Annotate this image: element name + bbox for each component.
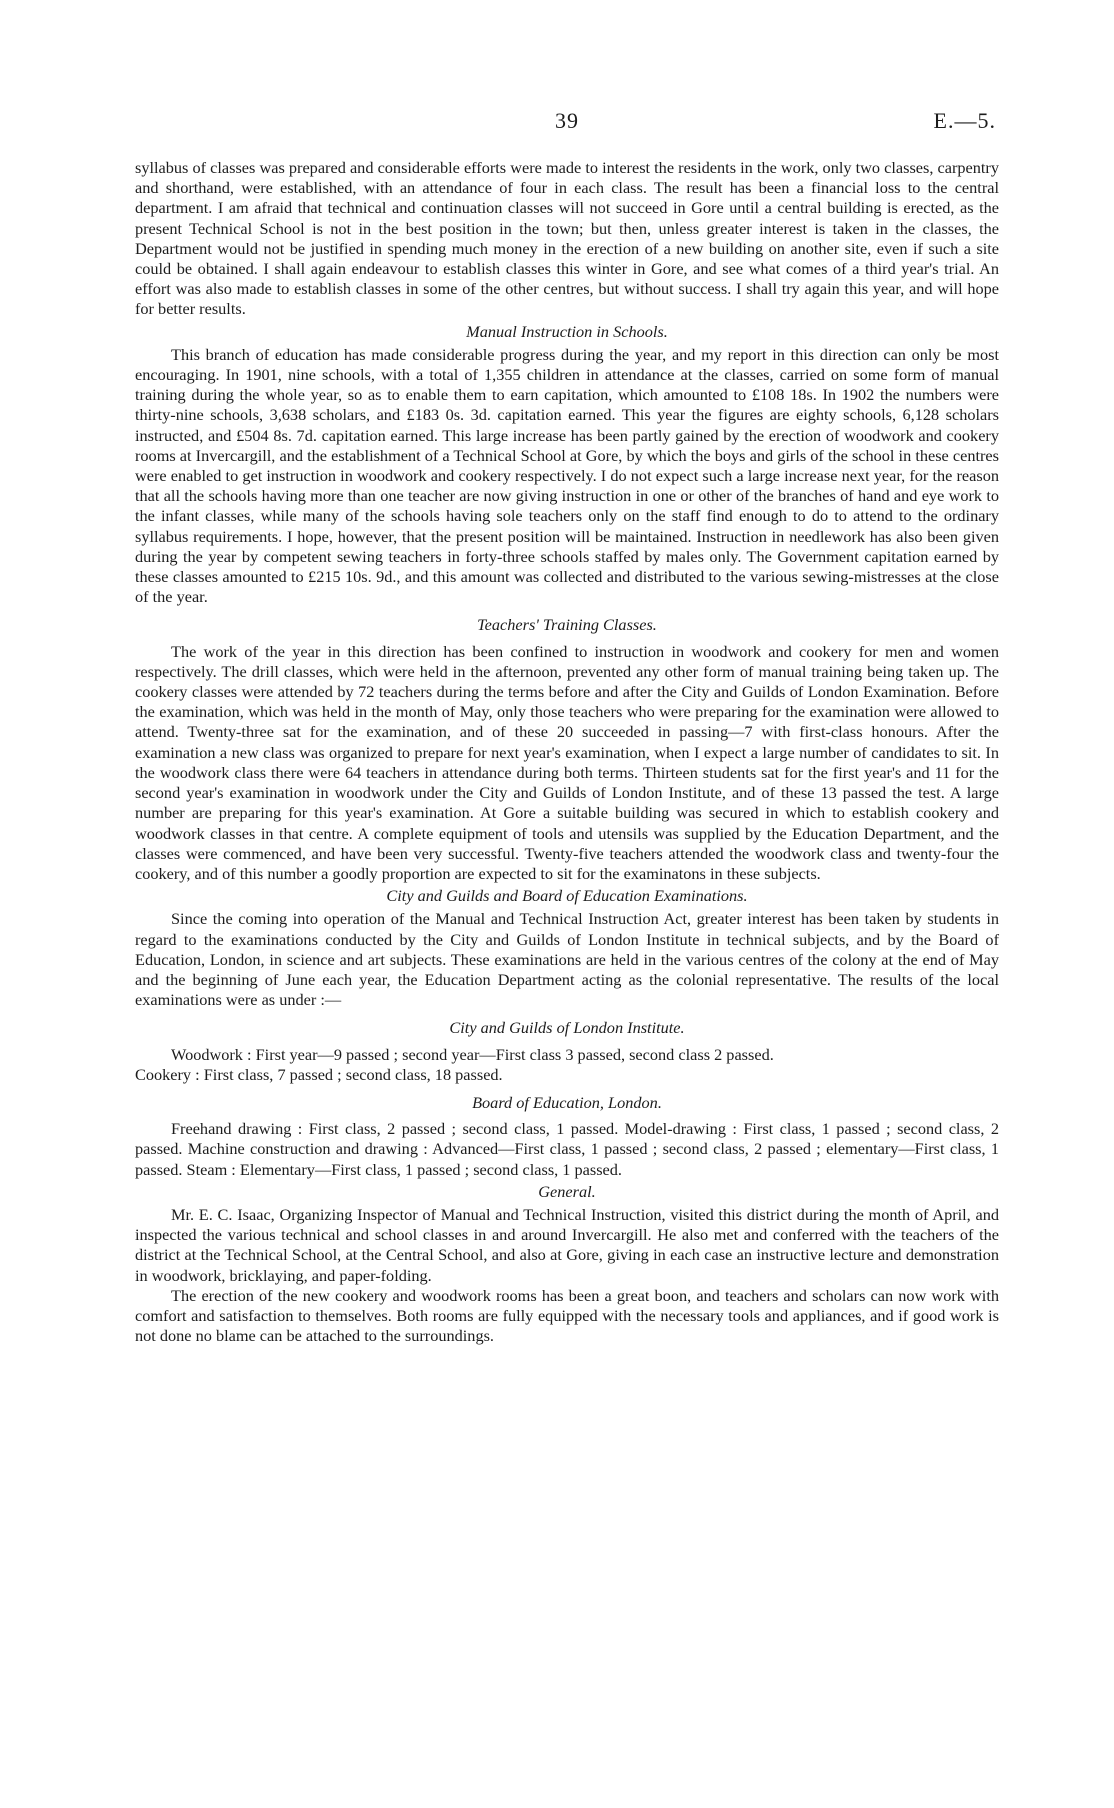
manual-instruction-paragraph: This branch of education has made considerable progress during the year, and my report in this direction can only be most encouraging. In 1901, nine schools, with a total of 1,355 children in attendance at the classes, carried on some form of manual training during the whole year, so as to enable them to earn capitation, which amounted to £108 18s. In 1902 the numbers were thirty-nine schools, 3,638 scholars, and £183 0s. 3d. capitation earned. This year the figures are eighty schools, 6,128 scholars instructed, and £504 8s. 7d. capitation earned. This large increase has been partly gained by the erection of woodwork and cookery rooms at Invercargill, and the establishment of a Technical School at Gore, by which the boys and girls of the school in these centres were enabled to get instruction in woodwork and cookery respectively. I do not expect such a large increase next year, for the reason that all the schools having more than one teacher are now giving instruction in one or other of the branches of hand and eye work to the infant classes, while many of the schools having sole teachers only on the staff find enough to do to attend to the ordinary syllabus requirements. I hope, however, that the present position will be maintained. Instruction in needlework has also been given during the year by competent sewing teachers in forty-three schools staffed by males only. The Government capitation earned by these classes amounted to £215 10s. 9d., and this amount was collected and distributed to the various sewing-mistresses at the close of the year.: [135, 344, 999, 607]
page-header: [0, 108, 1114, 138]
section-heading-city-guilds-institute: City and Guilds of London Institute.: [449, 1018, 685, 1038]
section-heading-manual-instruction: Manual Instruction in Schools.: [466, 321, 668, 341]
report-code: E.—5.: [933, 108, 996, 133]
general-paragraph-1: Mr. E. C. Isaac, Organizing Inspector of Manual and Technical Instruction, visited this district during the month of April, and inspected the various technical and school classes in and around Invercargill. He also met and conferred with the teachers of the district at the Technical School, at the Central School, and also at Gore, giving in each case an instructive lecture and demonstration in woodwork, bricklaying, and paper-folding.: [135, 1204, 999, 1285]
section-heading-teachers-training: Teachers' Training Classes.: [477, 615, 657, 635]
section-heading-board-of-education: Board of Education, London.: [472, 1092, 662, 1112]
section-heading-general: General.: [538, 1181, 596, 1201]
woodwork-results: Woodwork : First year—9 passed ; second year—First class 3 passed, second class 2 passed.: [171, 1044, 774, 1064]
intro-paragraph: syllabus of classes was prepared and considerable efforts were made to interest the residents in the work, only two classes, carpentry and shorthand, were established, with an attendance of four in each class. The result has been a financial loss to the central department. I am afraid that technical and continuation classes will not succeed in Gore until a central building is erected, as the present Technical School is not in the best position in the town; but then, unless greater interest is taken in the classes, the Department would not be justified in spending much money in the erection of a new building on another site, even if such a site could be obtained. I shall again endeavour to establish classes this winter in Gore, and see what comes of a third year's trial. An effort was also made to establish classes in some of the other centres, but without success. I shall try again this year, and will hope for better results.: [135, 158, 999, 319]
board-of-education-results: Freehand drawing : First class, 2 passed ; second class, 1 passed. Model-drawing : First class, 1 passed ; second class, 2 passed. Machine construction and drawing : Advanced—First class, 1 passed ; second class, 2 passed ; elementary—First class, 1 passed. Steam : Elementary—First class, 1 passed ; second class, 1 passed.: [135, 1119, 999, 1179]
teachers-training-paragraph: The work of the year in this direction has been confined to instruction in woodwork and cookery for men and women respectively. The drill classes, which were held in the afternoon, prevented any other form of manual training being taken up. The cookery classes were attended by 72 teachers during the terms before and after the City and Guilds of London Examination. Before the examination, which was held in the month of May, only those teachers who were preparing for the examination were allowed to attend. Twenty-three sat for the examination, and of these 20 succeeded in passing—7 with first-class honours. After the examination a new class was organized to prepare for next year's examination, when I expect a large number of candidates to sit. In the woodwork class there were 64 teachers in attendance during both terms. Thirteen students sat for the first year's and 11 for the second year's examination in woodwork under the City and Guilds of London Institute, and of these 13 passed the test. A large number are preparing for this year's examination. At Gore a suitable building was secured in which to establish cookery and woodwork classes in that centre. A complete equipment of tools and utensils was supplied by the Education Department, and the classes were commenced, and have been very successful. Twenty-five teachers attended the woodwork class and twenty-four the cookery, and of this number a goodly proportion are expected to sit for the examinatons in these subjects.: [135, 641, 999, 883]
document-body: [135, 158, 999, 1346]
section-heading-city-guilds-board: City and Guilds and Board of Education Examinations.: [386, 886, 748, 906]
cookery-results: Cookery : First class, 7 passed ; second class, 18 passed.: [135, 1064, 503, 1084]
city-guilds-board-paragraph: Since the coming into operation of the Manual and Technical Instruction Act, greater interest has been taken by students in regard to the examinations conducted by the City and Guilds of London Institute in technical subjects, and by the Board of Education, London, in science and art subjects. These examinations are held in the various centres of the colony at the end of May and the beginning of June each year, the Education Department acting as the colonial representative. The results of the local examinations were as under :—: [135, 909, 999, 1010]
page-number: 39: [555, 108, 579, 133]
general-paragraph-2: The erection of the new cookery and woodwork rooms has been a great boon, and teachers and scholars can now work with comfort and satisfaction to themselves. Both rooms are fully equipped with the necessary tools and appliances, and if good work is not done no blame can be attached to the surroundings.: [135, 1285, 999, 1346]
